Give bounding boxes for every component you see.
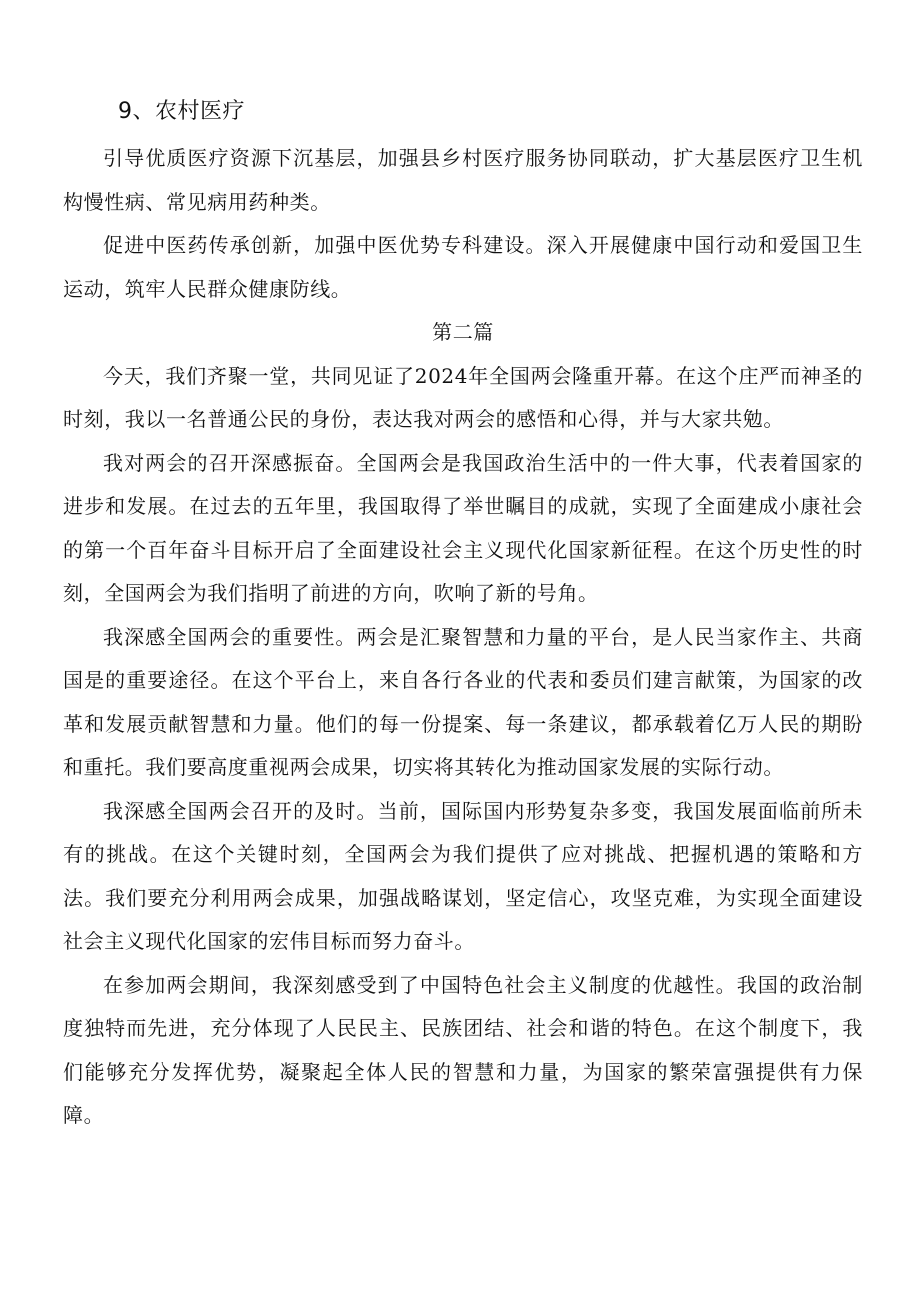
section-paragraph: 引导优质医疗资源下沉基层，加强县乡村医疗服务协同联动，扩大基层医疗卫生机构慢性病、常见病用药种类。 [63, 146, 863, 214]
chapter-paragraph: 我深感全国两会召开的及时。当前，国际国内形势复杂多变，我国发展面临前所未有的挑战。在这个关键时刻，全国两会为我们提供了应对挑战、把握机遇的策略和方法。我们要充分利用两会成果，加强战略谋划，坚定信心，攻坚克难，为实现全面建设社会主义现代化国家的宏伟目标而努力奋斗。 [63, 798, 863, 953]
chapter-paragraph: 我深感全国两会的重要性。两会是汇聚智慧和力量的平台，是人民当家作主、共商国是的重要途径。在这个平台上，来自各行各业的代表和委员们建言献策，为国家的改革和发展贡献智慧和力量。他们的每一份提案、每一条建议，都承载着亿万人民的期盼和重托。我们要高度重视两会成果，切实将其转化为推动国家发展的实际行动。 [63, 624, 863, 779]
chapter-paragraph: 在参加两会期间，我深刻感受到了中国特色社会主义制度的优越性。我国的政治制度独特而先进，充分体现了人民民主、民族团结、社会和谐的特色。在这个制度下，我们能够充分发挥优势，凝聚起全体人民的智慧和力量，为国家的繁荣富强提供有力保障。 [63, 972, 863, 1127]
section-heading: 9、农村医疗 [118, 99, 245, 124]
document-body [63, 137, 863, 1138]
section-paragraph: 促进中医药传承创新，加强中医优势专科建设。深入开展健康中国行动和爱国卫生运动，筑牢人民群众健康防线。 [63, 233, 863, 301]
chapter-title: 第二篇 [432, 320, 494, 344]
chapter-paragraph: 今天，我们齐聚一堂，共同见证了2024年全国两会隆重开幕。在这个庄严而神圣的时刻，我以一名普通公民的身份，表达我对两会的感悟和心得，并与大家共勉。 [63, 363, 863, 431]
chapter-paragraph: 我对两会的召开深感振奋。全国两会是我国政治生活中的一件大事，代表着国家的进步和发展。在过去的五年里，我国取得了举世瞩目的成就，实现了全面建成小康社会的第一个百年奋斗目标开启了全面建设社会主义现代化国家新征程。在这个历史性的时刻，全国两会为我们指明了前进的方向，吹响了新的号角。 [63, 450, 863, 605]
